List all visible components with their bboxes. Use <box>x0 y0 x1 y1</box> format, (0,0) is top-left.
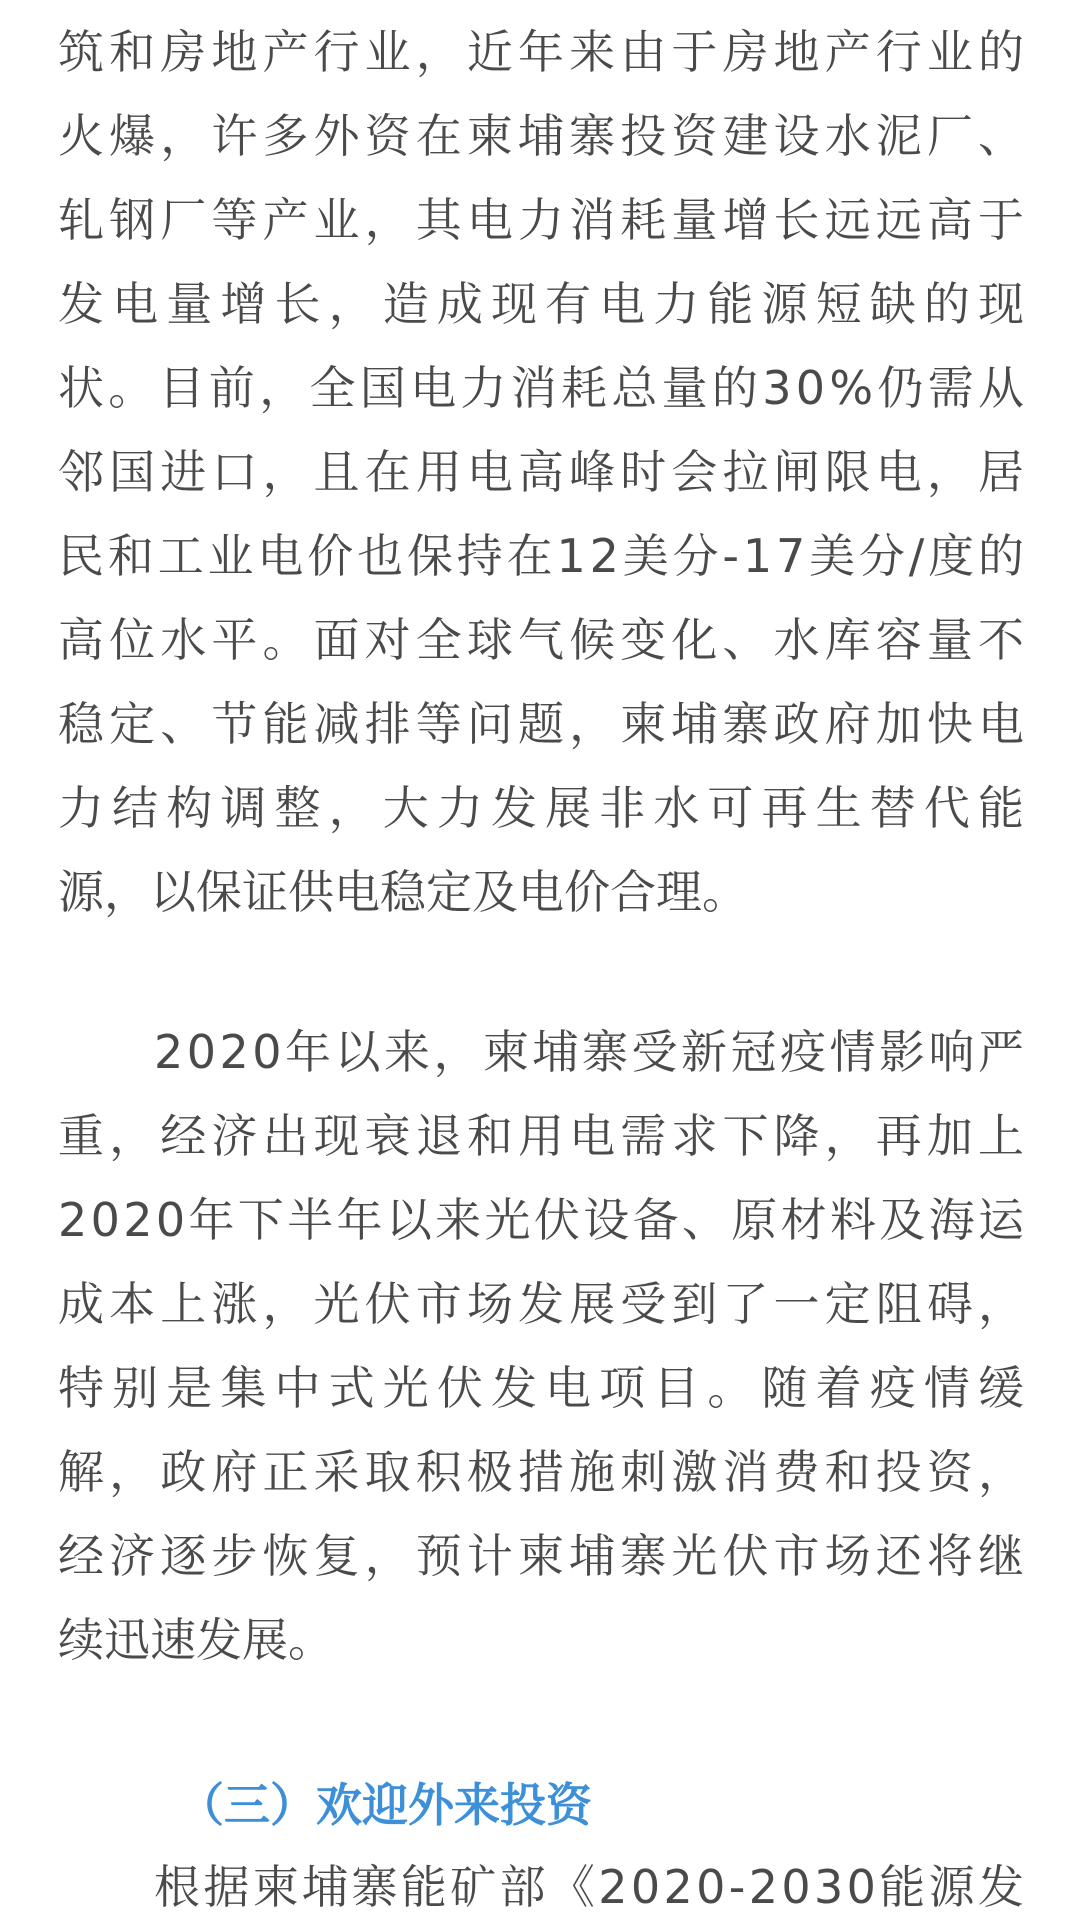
paragraph-1 <box>58 10 1033 934</box>
paragraph-1-line: 民和工业电价也保持在12美分-17美分/度的 <box>58 529 1028 583</box>
paragraph-1-line: 状。目前，全国电力消耗总量的30%仍需从 <box>58 361 1029 415</box>
paragraph-1-line: 邻国进口，且在用电高峰时会拉闸限电，居 <box>58 445 1030 499</box>
paragraph-2-line: 重，经济出现衰退和用电需求下降，再加上 <box>58 1109 1030 1163</box>
paragraph-1-line: 高位水平。面对全球气候变化、水库容量不 <box>58 613 1030 667</box>
paragraph-2 <box>58 1010 1033 1682</box>
paragraph-2-line: 经济逐步恢复，预计柬埔寨光伏市场还将继 <box>58 1529 1030 1583</box>
paragraph-1-line: 力结构调整，大力发展非水可再生替代能 <box>58 781 1033 835</box>
paragraph-1-line: 稳定、节能减排等问题，柬埔寨政府加快电 <box>58 697 1030 751</box>
paragraph-2-line: 2020年以来，柬埔寨受新冠疫情影响严 <box>154 1025 1028 1079</box>
paragraph-1-line: 轧钢厂等产业，其电力消耗量增长远远高于 <box>58 193 1030 247</box>
paragraph-1-line: 源，以保证供电稳定及电价合理。 <box>58 865 748 919</box>
paragraph-2-line: 2020年下半年以来光伏设备、原材料及海运 <box>58 1193 1028 1247</box>
paragraph-3 <box>58 1845 1028 1929</box>
paragraph-1-line: 发电量增长，造成现有电力能源短缺的现 <box>58 277 1033 331</box>
paragraph-2-line: 解，政府正采取积极措施刺激消费和投资， <box>58 1445 1030 1499</box>
section-heading: （三）欢迎外来投资 <box>178 1778 592 1832</box>
paragraph-1-line: 火爆，许多外资在柬埔寨投资建设水泥厂、 <box>58 109 1030 163</box>
paragraph-2-line: 特别是集中式光伏发电项目。随着疫情缓 <box>58 1361 1033 1415</box>
paragraph-3-line: 根据柬埔寨能矿部《2020-2030能源发 <box>154 1860 1028 1914</box>
paragraph-2-line: 成本上涨，光伏市场发展受到了一定阻碍， <box>58 1277 1030 1331</box>
paragraph-2-line: 续迅速发展。 <box>58 1613 334 1667</box>
paragraph-1-line: 筑和房地产行业，近年来由于房地产行业的 <box>58 25 1030 79</box>
